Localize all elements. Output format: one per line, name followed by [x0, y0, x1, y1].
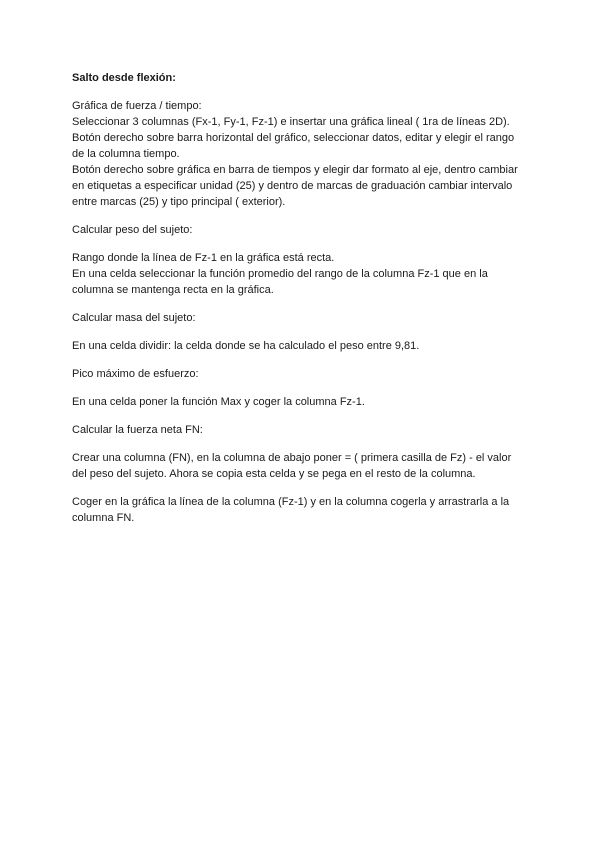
- heading-calcular-peso: [72, 222, 532, 238]
- heading-fuerza-neta: [72, 422, 532, 438]
- paragraph-dividir-masa: [72, 338, 532, 354]
- text-line: entre marcas (25) y tipo principal ( exterior).: [72, 196, 286, 208]
- paragraph-crear-columna-fn: [72, 450, 532, 482]
- text-line: Calcular la fuerza neta FN:: [72, 424, 203, 436]
- text-line: Pico máximo de esfuerzo:: [72, 368, 199, 380]
- text-line: Rango donde la línea de Fz-1 en la gráfica está recta.: [72, 252, 335, 264]
- text-line: en etiquetas a especificar unidad (25) y dentro de marcas de graduación cambiar intervalo: [72, 180, 513, 192]
- paragraph-coger-grafica: [72, 494, 532, 526]
- text-line: Seleccionar 3 columnas (Fx-1, Fy-1, Fz-1) e insertar una gráfica lineal ( 1ra de líneas 2D).: [72, 116, 510, 128]
- text-line: Botón derecho sobre barra horizontal del gráfico, seleccionar datos, editar y elegir el rango: [72, 132, 515, 144]
- text-line: Crear una columna (FN), en la columna de abajo poner = ( primera casilla de Fz) - el valor: [72, 452, 512, 464]
- text-line: Calcular peso del sujeto:: [72, 224, 193, 236]
- text-line: columna se mantenga recta en la gráfica.: [72, 284, 274, 296]
- text-line: del peso del sujeto. Ahora se copia esta celda y se pega en el resto de la columna.: [72, 468, 476, 480]
- text-line: En una celda poner la función Max y coger la columna Fz-1.: [72, 396, 365, 408]
- text-line: Coger en la gráfica la línea de la columna (Fz-1) y en la columna cogerla y arrastrarla a la: [72, 496, 510, 508]
- paragraph-funcion-max: [72, 394, 532, 410]
- paragraph-rango-peso: [72, 250, 532, 298]
- text-line: Gráfica de fuerza / tiempo:: [72, 100, 202, 112]
- text-line: Calcular masa del sujeto:: [72, 312, 196, 324]
- text-line: columna FN.: [72, 512, 135, 524]
- text-line: En una celda seleccionar la función promedio del rango de la columna Fz-1 que en la: [72, 268, 488, 280]
- heading-calcular-masa: [72, 310, 532, 326]
- text-line: En una celda dividir: la celda donde se ha calculado el peso entre 9,81.: [72, 340, 420, 352]
- text-line: Botón derecho sobre gráfica en barra de tiempos y elegir dar formato al eje, dentro cambiar: [72, 164, 518, 176]
- text-line: de la columna tiempo.: [72, 148, 180, 160]
- paragraph-grafica-fuerza-tiempo: [72, 98, 532, 210]
- heading-pico-maximo: [72, 366, 532, 382]
- document-title: Salto desde flexión:: [72, 72, 176, 84]
- document-page: [72, 70, 532, 538]
